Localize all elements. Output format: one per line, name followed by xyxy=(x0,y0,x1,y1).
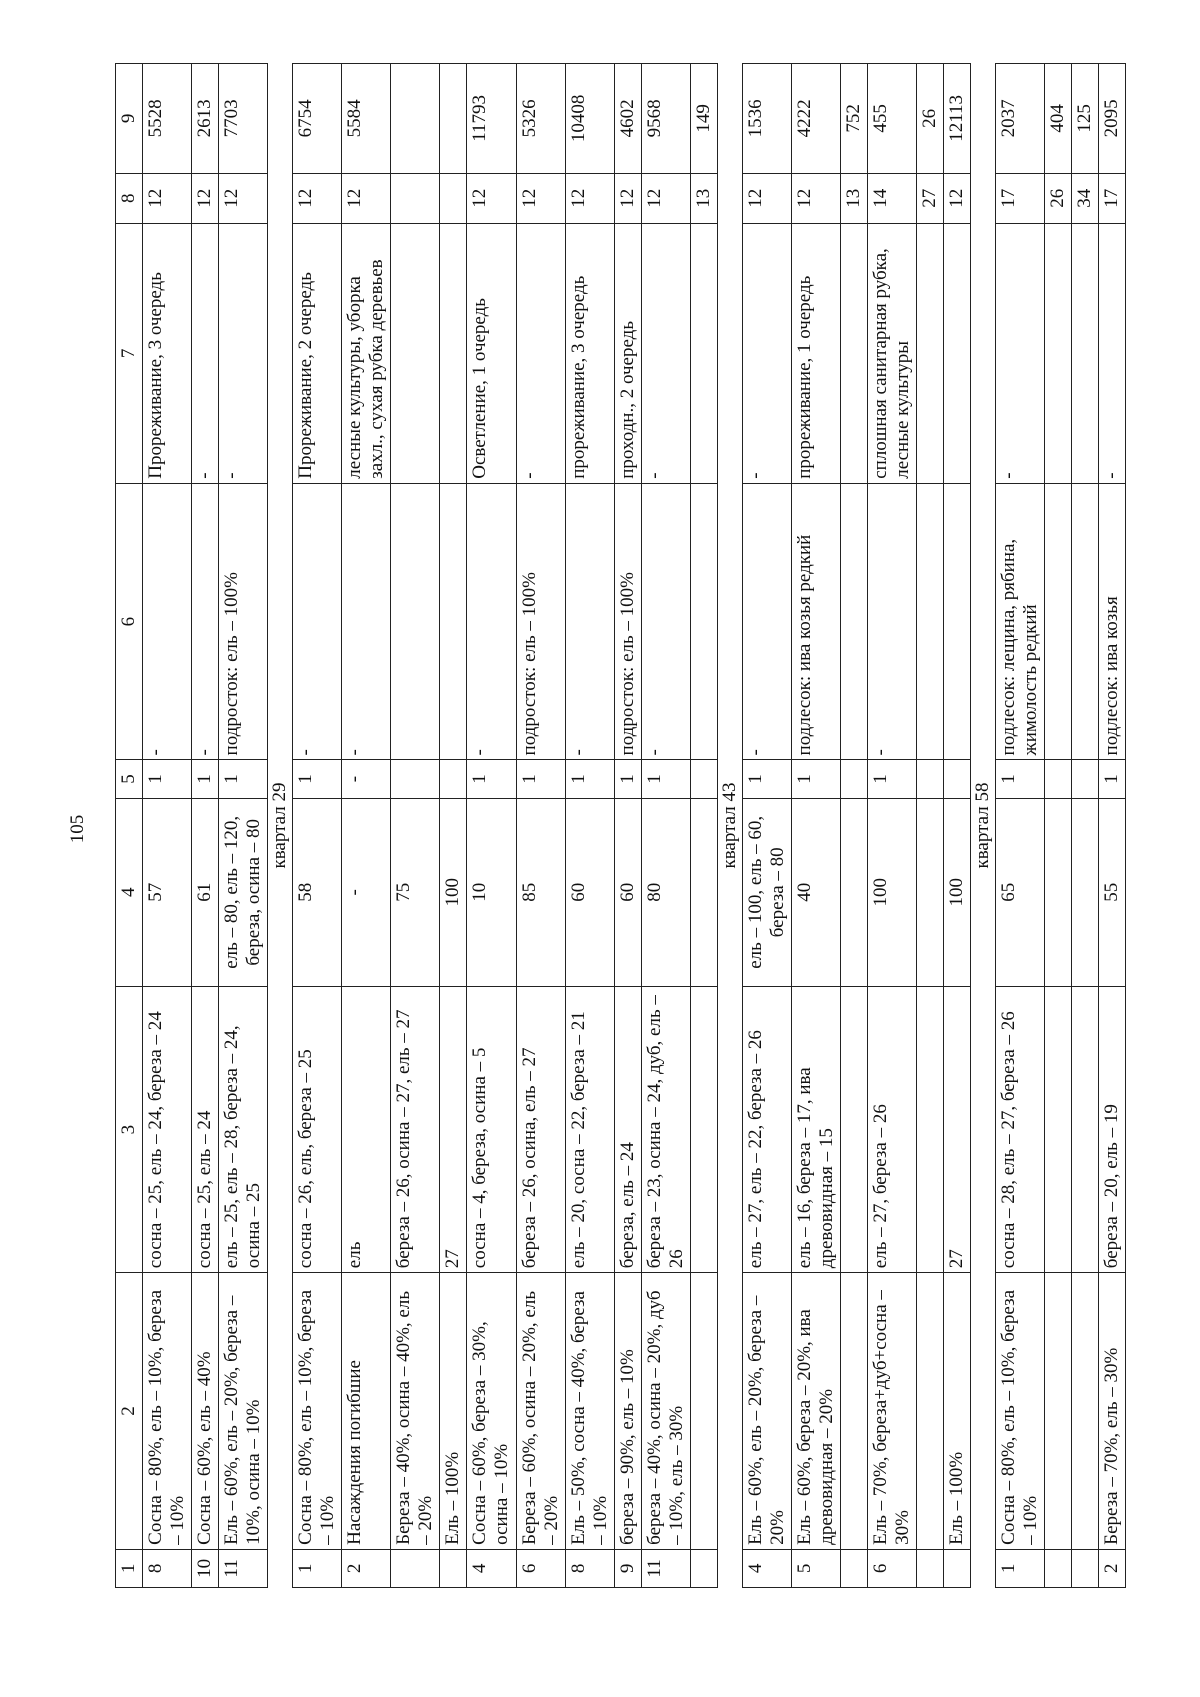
table-row xyxy=(342,64,391,1588)
table-cell xyxy=(917,1549,944,1587)
table-cell: 1 xyxy=(996,1549,1045,1587)
table-cell: 14 xyxy=(867,173,916,223)
table-cell: 85 xyxy=(516,798,565,986)
table-cell xyxy=(1045,798,1072,986)
table-cell: Ель – 60%, ель – 20%, береза – 10%, осина – 10% xyxy=(219,1273,268,1550)
table-cell: Насаждения погибшие xyxy=(342,1273,391,1550)
table-cell: 8 xyxy=(143,1549,192,1587)
table-cell: ель – 25, ель – 28, береза – 24, осина – 25 xyxy=(219,987,268,1273)
table-row xyxy=(1099,64,1126,1588)
table-cell xyxy=(917,1273,944,1550)
table-cell: 10 xyxy=(192,1549,219,1587)
table-cell xyxy=(1072,483,1099,760)
table-cell: 10408 xyxy=(565,64,614,174)
table-cell xyxy=(917,987,944,1273)
table-cell: 12 xyxy=(641,173,690,223)
header-cell: 2 xyxy=(116,1273,143,1550)
table-cell: 12 xyxy=(342,173,391,223)
table-cell xyxy=(917,223,944,483)
table-row xyxy=(996,64,1045,1588)
table-cell: 1 xyxy=(996,760,1045,798)
table-cell xyxy=(944,483,971,760)
table-cell: сплошная санитарная рубка, лесные культуры xyxy=(867,223,916,483)
table-row xyxy=(391,64,440,1588)
table-cell: 1 xyxy=(293,1549,342,1587)
table-cell: Сосна – 80%, ель – 10%, береза – 10% xyxy=(293,1273,342,1550)
table-cell: 2095 xyxy=(1099,64,1126,174)
table-cell: Береза – 40%, осина – 40%, ель – 20% xyxy=(391,1273,440,1550)
table-cell: 4222 xyxy=(791,64,840,174)
table-cell xyxy=(440,760,467,798)
table-cell: - xyxy=(565,483,614,760)
table-cell: 1 xyxy=(742,760,791,798)
table-cell xyxy=(391,1549,440,1587)
table-cell xyxy=(840,1549,867,1587)
table-cell xyxy=(1072,1273,1099,1550)
table-cell: - xyxy=(192,483,219,760)
section-title-row xyxy=(268,64,293,1588)
table-cell xyxy=(840,223,867,483)
table-cell: 17 xyxy=(1099,173,1126,223)
table-cell: 4602 xyxy=(614,64,641,174)
table-cell xyxy=(440,64,467,174)
table-cell: - xyxy=(867,483,916,760)
forest-inventory-table xyxy=(115,63,1126,1588)
table-cell: 12 xyxy=(192,173,219,223)
table-cell xyxy=(690,987,717,1273)
table-cell: - xyxy=(516,223,565,483)
table-cell: 55 xyxy=(1099,798,1126,986)
table-cell: - xyxy=(143,483,192,760)
table-cell: 27 xyxy=(944,987,971,1273)
table-cell: Ель – 60%, береза – 20%, ива древовидная – 20% xyxy=(791,1273,840,1550)
table-cell: сосна – 25, ель – 24, береза – 24 xyxy=(143,987,192,1273)
table-cell xyxy=(1045,1549,1072,1587)
section-title: квартал 58 xyxy=(971,64,996,1588)
table-cell xyxy=(1072,987,1099,1273)
table-cell: Прореживание, 3 очередь xyxy=(143,223,192,483)
table-cell xyxy=(690,760,717,798)
table-cell: 12 xyxy=(791,173,840,223)
table-cell: 1 xyxy=(143,760,192,798)
table-cell: 34 xyxy=(1072,173,1099,223)
table-cell: береза – 90%, ель – 10% xyxy=(614,1273,641,1550)
table-cell: 5584 xyxy=(342,64,391,174)
header-cell: 1 xyxy=(116,1549,143,1587)
section-title-row xyxy=(971,64,996,1588)
table-cell xyxy=(1045,483,1072,760)
table-cell xyxy=(840,798,867,986)
table-cell: 752 xyxy=(840,64,867,174)
table-cell: 5528 xyxy=(143,64,192,174)
table-cell: - xyxy=(293,483,342,760)
table-cell: 125 xyxy=(1072,64,1099,174)
table-cell: сосна – 25, ель – 24 xyxy=(192,987,219,1273)
table-cell: 12 xyxy=(742,173,791,223)
table-cell: - xyxy=(641,223,690,483)
table-cell: 13 xyxy=(690,173,717,223)
table-cell: 1 xyxy=(791,760,840,798)
table-cell xyxy=(1072,223,1099,483)
table-cell: 12 xyxy=(219,173,268,223)
header-cell: 9 xyxy=(116,64,143,174)
table-cell: 6 xyxy=(867,1549,916,1587)
table-cell xyxy=(690,1273,717,1550)
table-cell: Ель – 50%, сосна – 40%, береза – 10% xyxy=(565,1273,614,1550)
table-cell: 12 xyxy=(614,173,641,223)
table-cell: подлесок: лещина, рябина, жимолость редкий xyxy=(996,483,1045,760)
table-cell: Береза – 60%, осина – 20%, ель – 20% xyxy=(516,1273,565,1550)
table-cell: подросток: ель – 100% xyxy=(516,483,565,760)
section-title: квартал 43 xyxy=(717,64,742,1588)
table-cell: 26 xyxy=(1045,173,1072,223)
table-cell: 11 xyxy=(641,1549,690,1587)
table-cell xyxy=(1072,760,1099,798)
table-cell: 2037 xyxy=(996,64,1045,174)
table-cell xyxy=(440,1549,467,1587)
header-cell: 6 xyxy=(116,483,143,760)
table-cell: - xyxy=(1099,223,1126,483)
table-cell: Сосна – 80%, ель – 10%, береза – 10% xyxy=(996,1273,1045,1550)
table-cell: 1 xyxy=(614,760,641,798)
table-cell: 2 xyxy=(342,1549,391,1587)
table-cell: - xyxy=(342,483,391,760)
table-cell xyxy=(917,798,944,986)
table-cell: подросток: ель – 100% xyxy=(219,483,268,760)
table-cell: ель – 16, береза – 17, ива древовидная – 15 xyxy=(791,987,840,1273)
table-cell: сосна – 4, береза, осина – 5 xyxy=(467,987,516,1273)
table-cell xyxy=(944,760,971,798)
table-cell xyxy=(1072,798,1099,986)
table-cell: ель – 80, ель – 120, береза, осина – 80 xyxy=(219,798,268,986)
table-cell: ель – 27, береза – 26 xyxy=(867,987,916,1273)
table-cell: 1 xyxy=(293,760,342,798)
table-cell: 100 xyxy=(867,798,916,986)
table-row xyxy=(690,64,717,1588)
table-cell: Ель – 100% xyxy=(944,1273,971,1550)
table-cell xyxy=(440,173,467,223)
table-cell xyxy=(440,223,467,483)
table-cell: подросток: ель – 100% xyxy=(614,483,641,760)
table-row xyxy=(219,64,268,1588)
table-cell: 11 xyxy=(219,1549,268,1587)
table-cell xyxy=(1045,760,1072,798)
table-cell: подлесок: ива козья редкий xyxy=(791,483,840,760)
header-cell: 7 xyxy=(116,223,143,483)
table-cell xyxy=(1045,223,1072,483)
table-cell: проходн., 2 очередь xyxy=(614,223,641,483)
table-cell: береза – 20, ель – 19 xyxy=(1099,987,1126,1273)
table-row xyxy=(1072,64,1099,1588)
table-cell: 13 xyxy=(840,173,867,223)
table-cell: 1 xyxy=(565,760,614,798)
table-cell: Ель – 70%, береза+дуб+сосна – 30% xyxy=(867,1273,916,1550)
section-title-row xyxy=(717,64,742,1588)
table-cell: - xyxy=(342,760,391,798)
table-cell: 4 xyxy=(467,1549,516,1587)
table-cell: сосна – 26, ель, береза – 25 xyxy=(293,987,342,1273)
table-cell: Сосна – 60%, береза – 30%, осина – 10% xyxy=(467,1273,516,1550)
table-cell: береза – 26, осина, ель – 27 xyxy=(516,987,565,1273)
table-cell: 6 xyxy=(516,1549,565,1587)
table-row xyxy=(867,64,916,1588)
table-cell: 1 xyxy=(467,760,516,798)
forest-inventory-table-rotated xyxy=(115,63,1123,1588)
header-cell: 8 xyxy=(116,173,143,223)
table-cell xyxy=(944,223,971,483)
table-cell: - xyxy=(641,483,690,760)
table-cell: 7703 xyxy=(219,64,268,174)
table-cell: береза – 23, осина – 24, дуб, ель – 26 xyxy=(641,987,690,1273)
table-cell: ель xyxy=(342,987,391,1273)
table-cell: 40 xyxy=(791,798,840,986)
table-cell: 80 xyxy=(641,798,690,986)
table-cell: береза, ель – 24 xyxy=(614,987,641,1273)
table-row xyxy=(791,64,840,1588)
table-cell xyxy=(690,483,717,760)
table-cell: 1 xyxy=(219,760,268,798)
header-cell: 3 xyxy=(116,987,143,1273)
table-cell: 12 xyxy=(516,173,565,223)
table-cell: 8 xyxy=(565,1549,614,1587)
table-cell xyxy=(840,987,867,1273)
table-cell xyxy=(840,760,867,798)
table-cell: 10 xyxy=(467,798,516,986)
table-cell xyxy=(840,1273,867,1550)
table-cell: 60 xyxy=(565,798,614,986)
table-cell: ель – 27, ель – 22, береза – 26 xyxy=(742,987,791,1273)
table-cell: - xyxy=(996,223,1045,483)
table-cell: прореживание, 1 очередь xyxy=(791,223,840,483)
table-cell: Ель – 60%, ель – 20%, береза – 20% xyxy=(742,1273,791,1550)
table-cell: 12 xyxy=(944,173,971,223)
table-cell: 9568 xyxy=(641,64,690,174)
table-cell: 1 xyxy=(867,760,916,798)
header-cell: 4 xyxy=(116,798,143,986)
table-cell: Сосна – 60%, ель – 40% xyxy=(192,1273,219,1550)
table-cell: 9 xyxy=(614,1549,641,1587)
section-title: квартал 29 xyxy=(268,64,293,1588)
table-cell: 100 xyxy=(440,798,467,986)
table-cell: береза – 40%, осина – 20%, дуб – 10%, ель – 30% xyxy=(641,1273,690,1550)
table-cell: 12 xyxy=(467,173,516,223)
table-cell xyxy=(917,760,944,798)
table-cell: 1 xyxy=(641,760,690,798)
table-cell: 75 xyxy=(391,798,440,986)
table-cell xyxy=(1045,1273,1072,1550)
table-body xyxy=(143,64,1126,1588)
table-cell: 149 xyxy=(690,64,717,174)
header-cell: 5 xyxy=(116,760,143,798)
table-cell xyxy=(391,483,440,760)
table-cell xyxy=(690,223,717,483)
table-cell: 60 xyxy=(614,798,641,986)
table-cell: 58 xyxy=(293,798,342,986)
table-cell: 1 xyxy=(192,760,219,798)
table-row xyxy=(917,64,944,1588)
table-cell: 1536 xyxy=(742,64,791,174)
table-cell: - xyxy=(467,483,516,760)
header-row xyxy=(116,64,143,1588)
table-cell: 17 xyxy=(996,173,1045,223)
table-row xyxy=(293,64,342,1588)
table-row xyxy=(1045,64,1072,1588)
table-cell xyxy=(391,173,440,223)
table-cell: 455 xyxy=(867,64,916,174)
table-cell: 12113 xyxy=(944,64,971,174)
table-cell xyxy=(391,223,440,483)
table-cell: 2613 xyxy=(192,64,219,174)
table-cell xyxy=(391,64,440,174)
table-cell: 4 xyxy=(742,1549,791,1587)
table-cell: 6754 xyxy=(293,64,342,174)
table-cell: Прореживание, 2 очередь xyxy=(293,223,342,483)
table-cell: подлесок: ива козья xyxy=(1099,483,1126,760)
table-cell: 2 xyxy=(1099,1549,1126,1587)
table-cell: 100 xyxy=(944,798,971,986)
table-cell: лесные культуры, уборка захл., сухая рубка деревьев xyxy=(342,223,391,483)
table-cell: 1 xyxy=(1099,760,1126,798)
table-cell xyxy=(840,483,867,760)
table-cell: Сосна – 80%, ель – 10%, береза – 10% xyxy=(143,1273,192,1550)
table-cell xyxy=(944,1549,971,1587)
table-cell: ель – 100, ель – 60, береза – 80 xyxy=(742,798,791,986)
table-cell: 57 xyxy=(143,798,192,986)
table-row xyxy=(516,64,565,1588)
table-cell: 11793 xyxy=(467,64,516,174)
table-cell: 27 xyxy=(917,173,944,223)
table-row xyxy=(742,64,791,1588)
table-cell: - xyxy=(192,223,219,483)
table-cell: 404 xyxy=(1045,64,1072,174)
table-row xyxy=(641,64,690,1588)
table-cell xyxy=(1045,987,1072,1273)
table-row xyxy=(840,64,867,1588)
table-cell: 61 xyxy=(192,798,219,986)
table-cell: Береза – 70%, ель – 30% xyxy=(1099,1273,1126,1550)
table-row xyxy=(192,64,219,1588)
table-cell: Ель – 100% xyxy=(440,1273,467,1550)
table-row xyxy=(143,64,192,1588)
table-cell: - xyxy=(219,223,268,483)
table-cell: 65 xyxy=(996,798,1045,986)
table-cell: 26 xyxy=(917,64,944,174)
table-cell: 5 xyxy=(791,1549,840,1587)
table-cell: 5326 xyxy=(516,64,565,174)
table-cell xyxy=(1072,1549,1099,1587)
table-cell: 27 xyxy=(440,987,467,1273)
table-row xyxy=(944,64,971,1588)
table-cell: - xyxy=(342,798,391,986)
table-cell: ель – 20, сосна – 22, береза – 21 xyxy=(565,987,614,1273)
table-cell xyxy=(690,1549,717,1587)
table-cell: 12 xyxy=(293,173,342,223)
table-cell xyxy=(440,483,467,760)
table-row xyxy=(440,64,467,1588)
table-cell: береза – 26, осина – 27, ель – 27 xyxy=(391,987,440,1273)
table-cell: Осветление, 1 очередь xyxy=(467,223,516,483)
table-row xyxy=(565,64,614,1588)
table-row xyxy=(614,64,641,1588)
page-number: 105 xyxy=(67,814,88,844)
table-cell: - xyxy=(742,483,791,760)
table-row xyxy=(467,64,516,1588)
table-cell: сосна – 28, ель – 27, береза – 26 xyxy=(996,987,1045,1273)
table-cell xyxy=(690,798,717,986)
table-cell: 12 xyxy=(565,173,614,223)
table-cell xyxy=(391,760,440,798)
table-cell: прореживание, 3 очередь xyxy=(565,223,614,483)
table-cell: 1 xyxy=(516,760,565,798)
table-cell xyxy=(917,483,944,760)
table-cell: - xyxy=(742,223,791,483)
table-cell: 12 xyxy=(143,173,192,223)
